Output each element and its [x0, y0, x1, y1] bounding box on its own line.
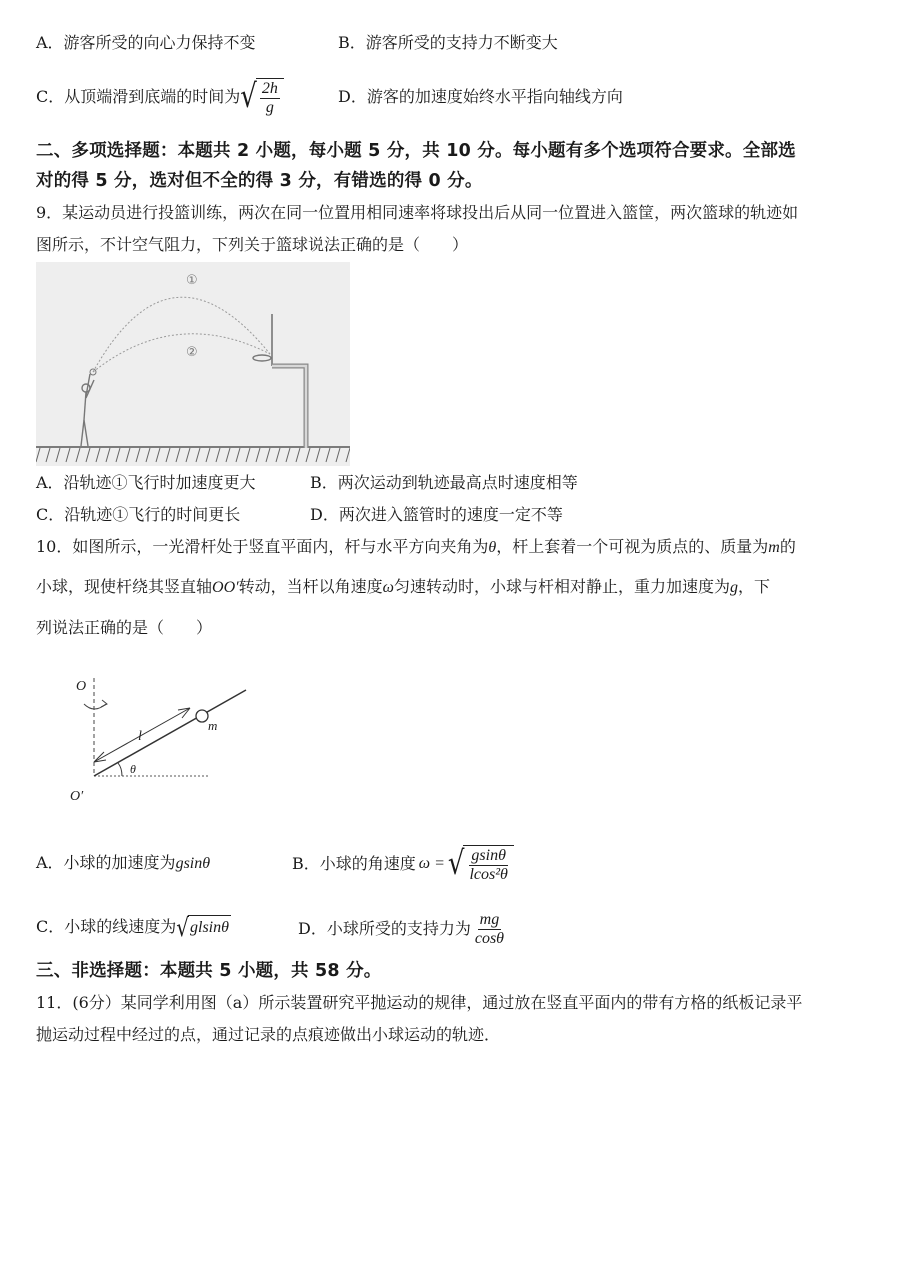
- q9-stem-line2: 图所示，不计空气阻力，下列关于篮球说法正确的是（ ）: [36, 235, 469, 254]
- label-theta: θ: [130, 762, 136, 776]
- label-l: l: [138, 729, 142, 744]
- label-O-prime: O′: [70, 789, 84, 804]
- section-2-heading-line2: 对的得 5 分，选对但不全的得 3 分，有错选的得 0 分。: [36, 171, 483, 191]
- q9-option-a: A．沿轨迹①飞行时加速度更大: [36, 473, 256, 492]
- rod-figure: [60, 672, 260, 808]
- force-fraction-denominator: cosθ: [474, 929, 505, 947]
- q11-stem-line1: 11．(6分）某同学利用图（a）所示装置研究平抛运动的规律，通过放在竖直平面内的带有方格的纸板记录平: [36, 993, 803, 1012]
- q10-stem-line3: 列说法正确的是（ ）: [36, 618, 213, 637]
- q10-option-c: C．小球的线速度为 √ glsinθ: [36, 912, 229, 942]
- q9-stem-line1: 9．某运动员进行投篮训练，两次在同一位置用相同速率将球投出后从同一位置进入篮筐，两次篮球的轨迹如: [36, 203, 799, 222]
- label-m: m: [208, 718, 218, 733]
- player-icon: [81, 374, 94, 446]
- q8-option-b: B．游客所受的支持力不断变大: [338, 33, 558, 52]
- fraction-numerator: 2h: [261, 79, 278, 97]
- trajectory-1-label: ①: [186, 273, 198, 288]
- q10-option-b: B．小球的角速度 ω = √ $\frac{gsin\theta}{\text{lcos²θ}}$: [292, 836, 514, 892]
- trajectory-2-label: ②: [186, 345, 198, 360]
- q10-stem-line2: 小球，现使杆绕其竖直轴OO′转动，当杆以角速度ω匀速转动时，小球与杆相对静止，重力加速度为g，下: [36, 577, 770, 596]
- q10-option-d: D．小球所受的支持力为 $\frac{mg}{\cos\theta}$: [298, 910, 505, 947]
- section-2-heading-line1: 二、多项选择题：本题共 2 小题，每小题 5 分，共 10 分。每小题有多个选项符合要求。全部选: [36, 141, 796, 161]
- q9-option-c: C．沿轨迹①飞行的时间更长: [36, 505, 241, 524]
- q8-option-a: A．游客所受的向心力保持不变: [36, 33, 256, 52]
- q9-option-d: D．两次进入篮管时的速度一定不等: [310, 505, 563, 524]
- q11-stem-line2: 抛运动过程中经过的点，通过记录的点痕迹做出小球运动的轨迹．: [36, 1025, 501, 1044]
- q10-stem-line1: 10．如图所示，一光滑杆处于竖直平面内，杆与水平方向夹角为θ，杆上套着一个可视为质点的、质量为m的: [36, 537, 796, 556]
- velocity-radicand: glsinθ: [188, 915, 231, 939]
- q8-option-c: [36, 74, 284, 120]
- q10-option-a: A．小球的加速度为gsinθ: [36, 853, 211, 872]
- fraction-denominator: g: [265, 98, 274, 116]
- omega-fraction-numerator: gsinθ: [471, 846, 506, 864]
- force-fraction-numerator: mg: [479, 910, 500, 928]
- sqrt-2h-over-g: √ $\frac{2h}{g}$: [240, 78, 284, 117]
- section-3-heading: 三、非选择题：本题共 5 小题，共 58 分。: [36, 961, 382, 981]
- label-O: O: [76, 679, 87, 694]
- rotating-rod-diagram: [60, 672, 260, 808]
- basketball-figure: [36, 262, 350, 466]
- basketball-trajectory-diagram: [36, 262, 350, 466]
- q9-option-b: B．两次运动到轨迹最高点时速度相等: [310, 473, 578, 492]
- q8-option-c-text: C．从顶端滑到底端的时间为: [36, 87, 241, 106]
- omega-fraction-denominator: lcos²θ: [469, 865, 508, 883]
- q8-option-d: D．游客的加速度始终水平指向轴线方向: [338, 87, 623, 106]
